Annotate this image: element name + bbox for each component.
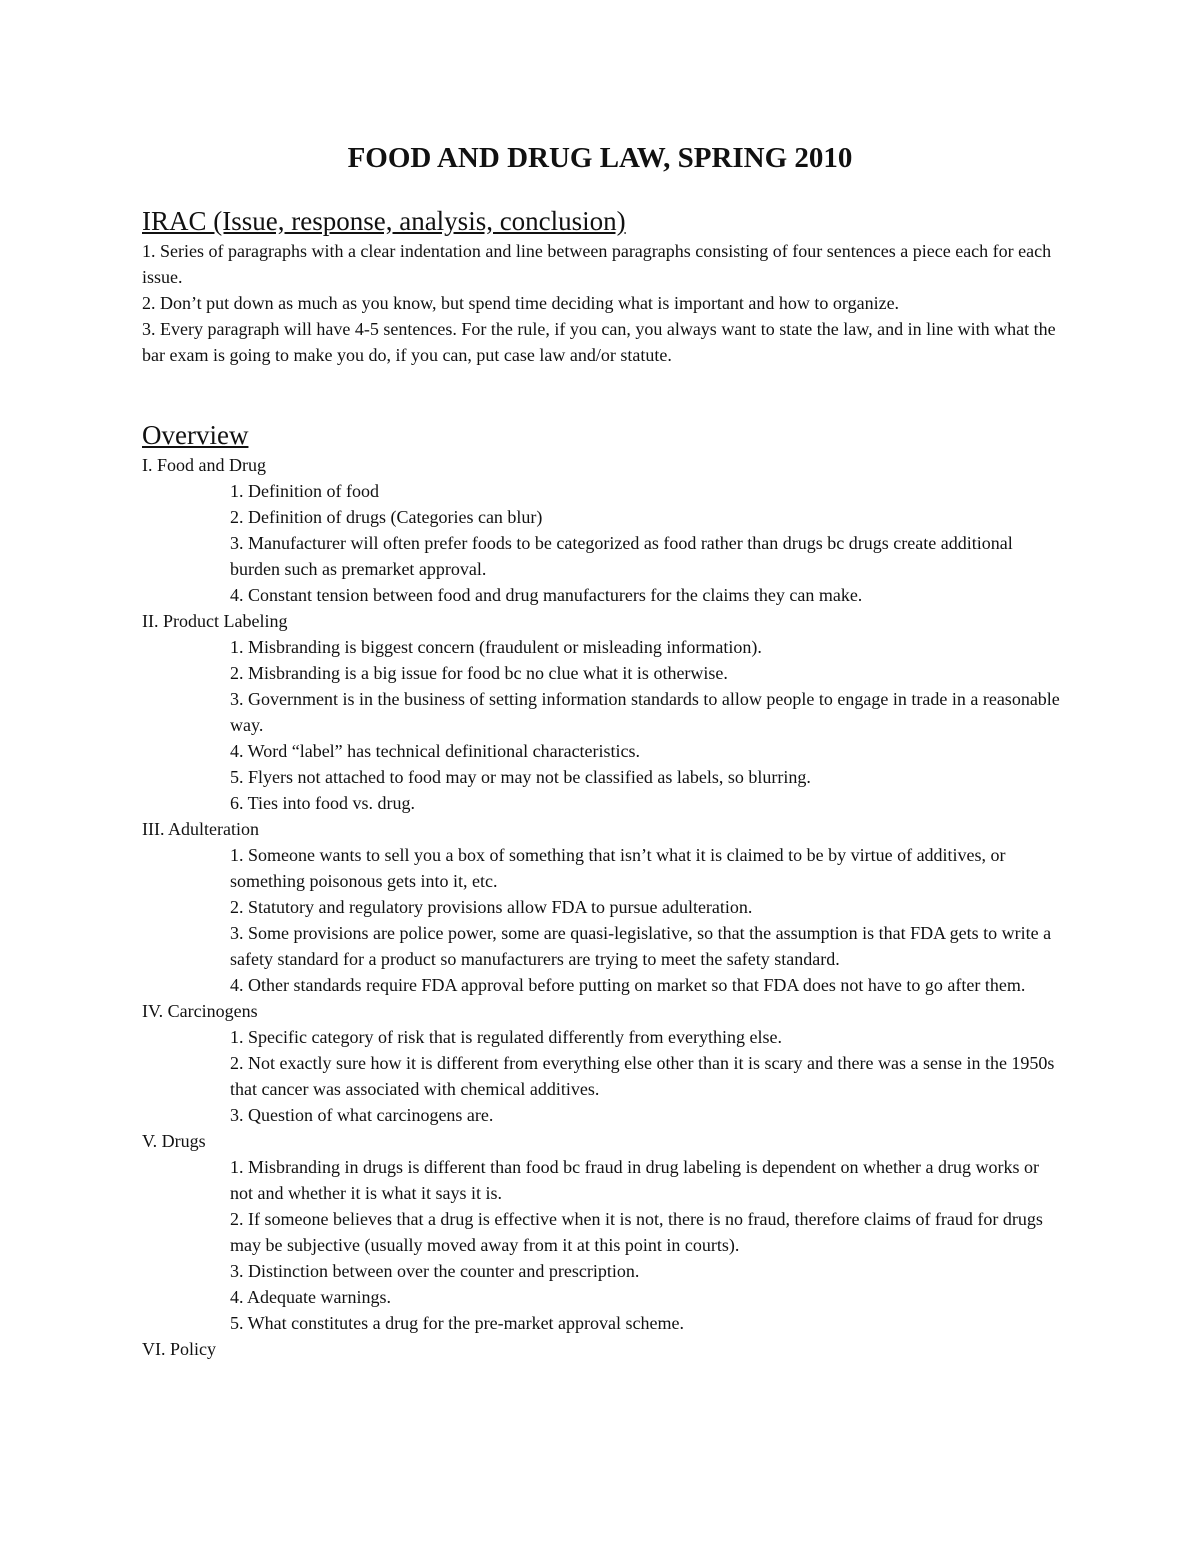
outline-section-label: VI. Policy — [142, 1339, 216, 1359]
document-title: FOOD AND DRUG LAW, SPRING 2010 — [347, 142, 853, 174]
outline-item: 4. Constant tension between food and drug manufacturers for the claims they can make. — [230, 585, 863, 605]
outline-item: 3. Some provisions are police power, some are quasi-legislative, so that the assumption is that FDA gets to write a safety standard for a product so manufacturers are trying to meet the safety standard. — [230, 923, 1052, 969]
outline-item: 3. Distinction between over the counter and prescription. — [230, 1261, 640, 1281]
outline-section-label: II. Product Labeling — [142, 611, 288, 631]
outline-item: 2. If someone believes that a drug is effective when it is not, there is no fraud, therefore claims of fraud for drugs may be subjective (usually moved away from it at this point in courts). — [230, 1209, 1043, 1255]
irac-heading: IRAC (Issue, response, analysis, conclusion) — [142, 206, 626, 236]
outline-item: 4. Adequate warnings. — [230, 1287, 391, 1307]
outline-item: 4. Word “label” has technical definitional characteristics. — [230, 741, 641, 761]
outline-item: 1. Someone wants to sell you a box of something that isn’t what it is claimed to be by virtue of additives, or something poisonous gets into it, etc. — [230, 845, 1006, 891]
outline-item: 2. Misbranding is a big issue for food bc no clue what it is otherwise. — [230, 663, 728, 683]
outline-item: 1. Specific category of risk that is regulated differently from everything else. — [230, 1027, 782, 1047]
outline-item: 5. Flyers not attached to food may or may not be classified as labels, so blurring. — [230, 767, 811, 787]
outline-item: 3. Question of what carcinogens are. — [230, 1105, 494, 1125]
outline-item: 4. Other standards require FDA approval before putting on market so that FDA does not have to go after them. — [230, 975, 1026, 995]
outline-section-label: I. Food and Drug — [142, 455, 266, 475]
irac-paragraph: 3. Every paragraph will have 4-5 sentences. For the rule, if you can, you always want to state the law, and in line with what the bar exam is going to make you do, if you can, put case law and/or statute. — [142, 319, 1056, 365]
outline-item: 6. Ties into food vs. drug. — [230, 793, 416, 813]
outline-item: 1. Misbranding in drugs is different than food bc fraud in drug labeling is dependent on whether a drug works or not and whether it is what it says it is. — [230, 1157, 1039, 1203]
outline-item: 1. Misbranding is biggest concern (fraudulent or misleading information). — [230, 637, 762, 657]
outline-item: 5. What constitutes a drug for the pre-market approval scheme. — [230, 1313, 685, 1333]
outline-item: 2. Statutory and regulatory provisions allow FDA to pursue adulteration. — [230, 897, 753, 917]
outline-item: 1. Definition of food — [230, 481, 379, 501]
irac-paragraph: 1. Series of paragraphs with a clear indentation and line between paragraphs consisting of four sentences a piece each for each issue. — [142, 241, 1052, 287]
irac-paragraph: 2. Don’t put down as much as you know, but spend time deciding what is important and how to organize. — [142, 293, 900, 313]
outline-item: 3. Manufacturer will often prefer foods to be categorized as food rather than drugs bc drugs create additional burden such as premarket approval. — [230, 533, 1013, 579]
outline-item: 3. Government is in the business of setting information standards to allow people to engage in trade in a reasonable way. — [230, 689, 1060, 735]
outline-section-label: IV. Carcinogens — [142, 1001, 258, 1021]
section-spacer — [142, 368, 1072, 418]
outline-section-label: V. Drugs — [142, 1131, 206, 1151]
outline-section-label: III. Adulteration — [142, 819, 259, 839]
outline-item: 2. Definition of drugs (Categories can blur) — [230, 507, 543, 527]
outline-item: 2. Not exactly sure how it is different from everything else other than it is scary and there was a sense in the 1950s that cancer was associated with chemical additives. — [230, 1053, 1055, 1099]
document-body — [142, 204, 1072, 1362]
overview-heading: Overview — [142, 420, 249, 450]
